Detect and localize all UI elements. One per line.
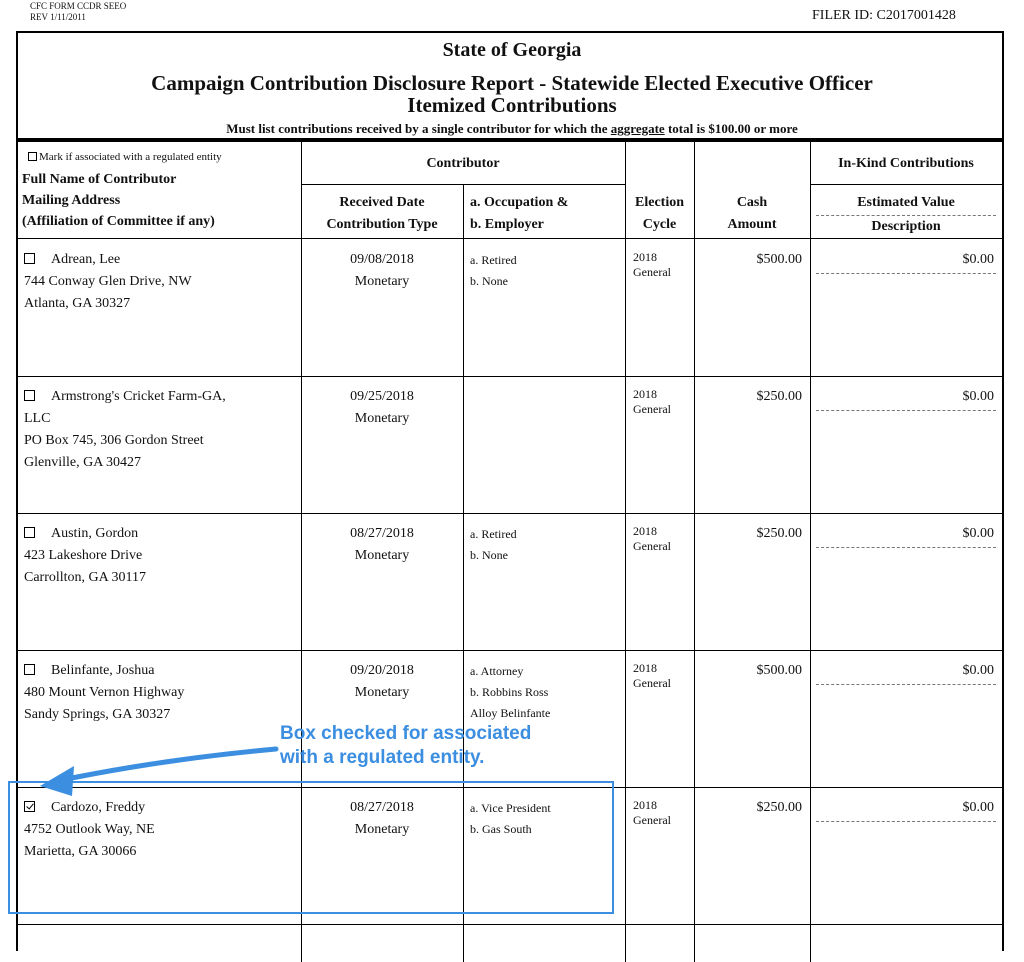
- occupation-header: a. Occupation & b. Employer: [470, 195, 569, 232]
- contributor-name: Adrean, Lee: [51, 252, 121, 267]
- contributor-info: Belinfante, Joshua 480 Mount Vernon Highway Sandy Springs, GA 30327: [24, 663, 185, 722]
- contributor-info: Austin, Gordon 423 Lakeshore Drive Carrollton, GA 30117: [24, 526, 146, 585]
- inkind-header: In-Kind Contributions: [838, 156, 974, 171]
- annotation-text: Box checked for associated with a regulated entity.: [280, 723, 532, 768]
- cash-cell: $500.00: [756, 663, 802, 678]
- cycle-cell: 2018 General: [633, 250, 671, 279]
- contributor-info: Armstrong's Cricket Farm-GA, LLC PO Box 745, 306 Gordon Street Glenville, GA 30427: [24, 389, 226, 470]
- contributor-header: Contributor: [426, 156, 500, 171]
- received-cell: 09/25/2018 Monetary: [350, 389, 414, 426]
- form-revision: REV 1/11/2011: [30, 12, 86, 22]
- received-cell: 08/27/2018 Monetary: [350, 800, 414, 837]
- cycle-cell: 2018 General: [633, 798, 671, 827]
- aggregate-link[interactable]: aggregate: [610, 121, 665, 136]
- note-pre: Must list contributions received by a single contributor for which the: [226, 121, 611, 136]
- cycle-cell: 2018 General: [633, 524, 671, 553]
- name-header: Full Name of Contributor Mailing Address (Affiliation of Committee if any): [22, 172, 215, 229]
- received-cell: 08/27/2018 Monetary: [350, 526, 414, 563]
- report-title: Campaign Contribution Disclosure Report - Statewide Elected Executive Officer: [151, 71, 873, 95]
- cash-cell: $250.00: [756, 389, 802, 404]
- cycle-cell: 2018 General: [633, 661, 671, 690]
- received-cell: 09/20/2018 Monetary: [350, 663, 414, 700]
- contributor-name: Austin, Gordon: [51, 526, 139, 541]
- contributor-info: Adrean, Lee 744 Conway Glen Drive, NW Atlanta, GA 30327: [24, 252, 192, 311]
- contributor-name: Belinfante, Joshua: [51, 663, 155, 678]
- note-post: total is $100.00 or more: [664, 121, 798, 136]
- section-title: Itemized Contributions: [407, 93, 617, 117]
- filer-id: FILER ID: C2017001428: [812, 8, 956, 23]
- contributor-name: Cardozo, Freddy: [51, 800, 146, 815]
- cash-cell: $250.00: [756, 526, 802, 541]
- inkind-cell: $0.00: [962, 800, 994, 815]
- estimated-header: Estimated Value: [857, 195, 955, 210]
- legend-text: Mark if associated with a regulated entity: [39, 151, 222, 163]
- contributor-info: Cardozo, Freddy 4752 Outlook Way, NE Marietta, GA 30066: [24, 800, 155, 859]
- state-title: State of Georgia: [442, 39, 582, 61]
- received-header: Received Date Contribution Type: [326, 195, 438, 232]
- cash-header: Cash Amount: [727, 195, 777, 232]
- inkind-cell: $0.00: [962, 663, 994, 678]
- form-code-text: CFC FORM CCDR SEEO: [30, 1, 127, 11]
- received-cell: 09/08/2018 Monetary: [350, 252, 414, 289]
- occupation-cell: a. Attorney b. Robbins Ross Alloy Belinfante: [470, 664, 551, 720]
- election-header: Election Cycle: [635, 195, 684, 232]
- cash-cell: $500.00: [756, 252, 802, 267]
- occupation-cell: a. Vice President b. Gas South: [470, 801, 551, 836]
- contributor-name: Armstrong's Cricket Farm-GA,: [51, 389, 226, 404]
- inkind-cell: $0.00: [962, 252, 994, 267]
- occupation-cell: a. Retired b. None: [470, 527, 517, 562]
- cycle-cell: 2018 General: [633, 387, 671, 416]
- description-header: Description: [871, 219, 941, 234]
- inkind-cell: $0.00: [962, 526, 994, 541]
- occupation-cell: a. Retired b. None: [470, 253, 517, 288]
- cash-cell: $250.00: [756, 800, 802, 815]
- inkind-cell: $0.00: [962, 389, 994, 404]
